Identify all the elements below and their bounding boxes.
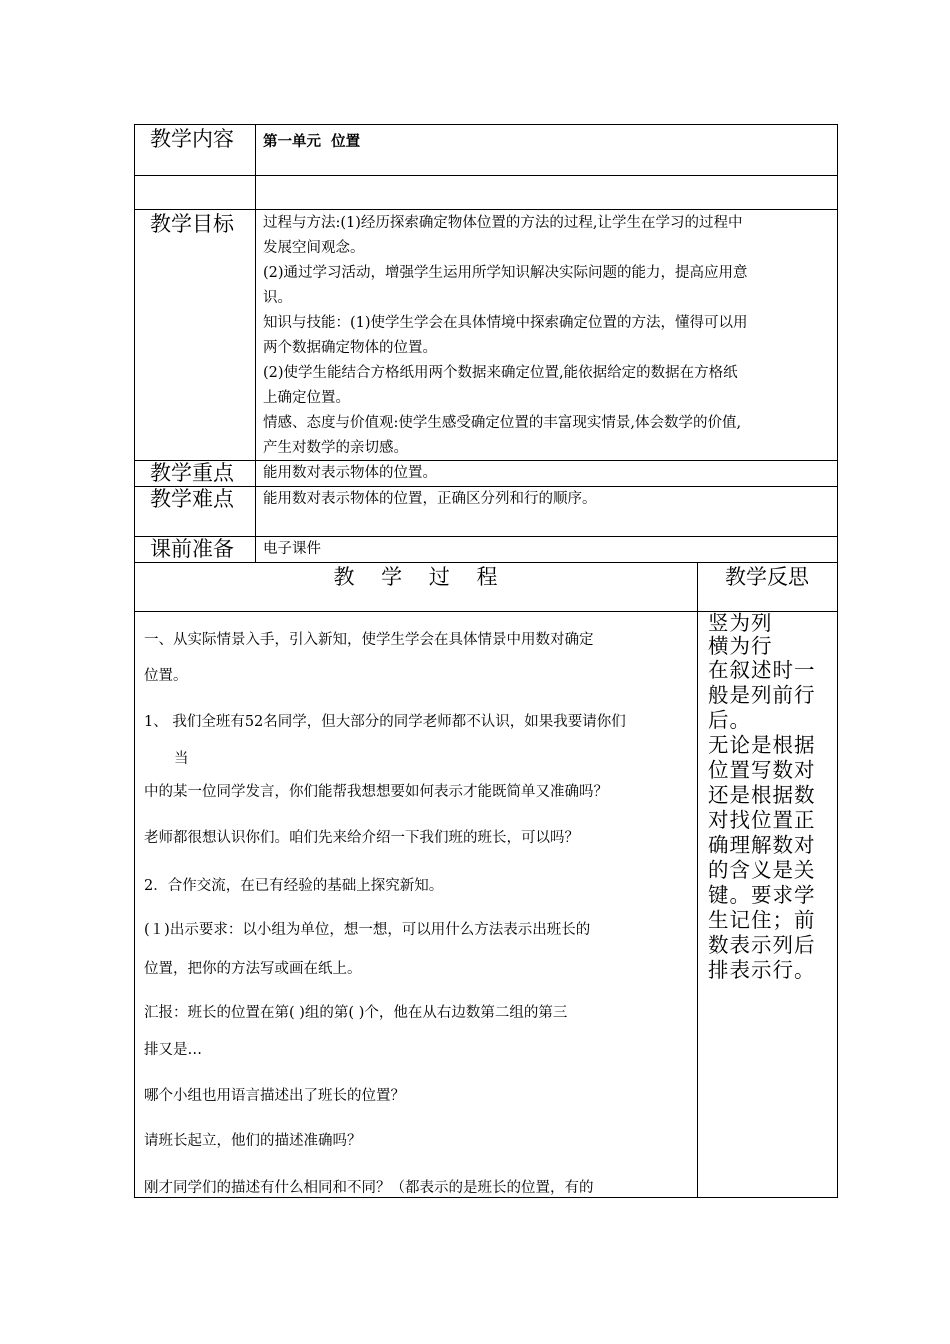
table-border-left — [134, 124, 135, 1198]
table-border-top — [134, 124, 838, 125]
process-body — [144, 612, 694, 1197]
process-line: 位置。 — [144, 668, 188, 684]
process-line: 一、从实际情景入手，引入新知，使学生学会在具体情景中用数对确定 — [144, 632, 594, 648]
reflection-body — [708, 612, 832, 983]
reflection-line: 位置写数对 — [708, 758, 816, 782]
content-value: 第一单元 位置 — [263, 133, 361, 150]
process-line: (１)出示要求：以小组为单位，想一想，可以用什么方法表示出班长的 — [144, 922, 591, 938]
reflection-header: 教学反思 — [725, 565, 809, 589]
process-line: 请班长起立，他们的描述准确吗？ — [144, 1133, 362, 1149]
table-border-right — [837, 124, 838, 1198]
objectives-line: 识。 — [263, 290, 292, 306]
row-divider — [134, 562, 838, 563]
process-line: 位置，把你的方法写或画在纸上。 — [144, 961, 362, 977]
objectives-line: 过程与方法:(1)经历探索确定物体位置的方法的过程,让学生在学习的过程中 — [263, 215, 743, 231]
reflection-line: 确理解数对 — [708, 833, 816, 857]
process-line: 1、 我们全班有52名同学，但大部分的同学老师都不认识，如果我要请你们 — [144, 714, 626, 730]
reflection-column-divider — [697, 562, 698, 1198]
label-column-divider — [255, 124, 256, 562]
reflection-line: 在叙述时一 — [708, 658, 816, 682]
reflection-line: 生记住；前 — [708, 908, 816, 932]
process-line: 2．合作交流，在已有经验的基础上探究新知。 — [144, 878, 444, 894]
process-line: 当 — [174, 751, 189, 767]
reflection-line: 排表示行。 — [708, 958, 816, 982]
reflection-line: 后。 — [708, 708, 751, 732]
objectives-line: (2)使学生能结合方格纸用两个数据来确定位置,能依据给定的数据在方格纸 — [263, 365, 738, 381]
reflection-line: 数表示列后 — [708, 933, 816, 957]
process-line: 哪个小组也用语言描述出了班长的位置？ — [144, 1088, 405, 1104]
process-line: 老师都很想认识你们。咱们先来给介绍一下我们班的班长，可以吗？ — [144, 830, 579, 846]
objectives-line: (2)通过学习活动，增强学生运用所学知识解决实际问题的能力，提高应用意 — [263, 265, 748, 281]
row-divider — [134, 536, 838, 537]
process-line: 排又是… — [144, 1042, 202, 1058]
content-label: 教学内容 — [150, 127, 234, 151]
reflection-line: 无论是根据 — [708, 733, 816, 757]
objectives-label: 教学目标 — [150, 212, 234, 236]
objectives-line: 发展空间观念。 — [263, 240, 365, 256]
preparation-label: 课前准备 — [150, 537, 234, 561]
objectives-line: 上确定位置。 — [263, 390, 350, 406]
reflection-line: 对找位置正 — [708, 808, 816, 832]
reflection-line: 般是列前行 — [708, 683, 816, 707]
key-point-value: 能用数对表示物体的位置。 — [263, 465, 437, 481]
difficulty-label: 教学难点 — [150, 487, 234, 511]
process-line: 中的某一位同学发言，你们能帮我想想要如何表示才能既简单又准确吗？ — [144, 784, 608, 800]
process-header: 教 学 过 程 — [333, 565, 498, 589]
objectives-line: 产生对数学的亲切感。 — [263, 440, 408, 456]
process-line: 刚才同学们的描述有什么相同和不同？（都表示的是班长的位置，有的 — [144, 1180, 594, 1196]
objectives-line: 知识与技能：(1)使学生学会在具体情境中探索确定位置的方法，懂得可以用 — [263, 315, 748, 331]
process-line: 汇报：班长的位置在第( )组的第( )个，他在从右边数第二组的第三 — [144, 1005, 568, 1021]
objectives-text — [263, 211, 833, 461]
table-border-bottom — [134, 1197, 838, 1198]
row-divider — [134, 209, 838, 210]
row-divider — [134, 175, 838, 176]
reflection-line: 键。要求学 — [708, 883, 816, 907]
reflection-line: 的含义是关 — [708, 858, 816, 882]
difficulty-value: 能用数对表示物体的位置，正确区分列和行的顺序。 — [263, 491, 597, 507]
preparation-value: 电子课件 — [263, 541, 321, 557]
reflection-line: 竖为列 — [708, 611, 773, 635]
reflection-line: 还是根据数 — [708, 783, 816, 807]
objectives-line: 两个数据确定物体的位置。 — [263, 340, 437, 356]
objectives-line: 情感、态度与价值观:使学生感受确定位置的丰富现实情景,体会数学的价值, — [263, 415, 742, 431]
key-point-label: 教学重点 — [150, 461, 234, 485]
reflection-line: 横为行 — [708, 634, 773, 658]
